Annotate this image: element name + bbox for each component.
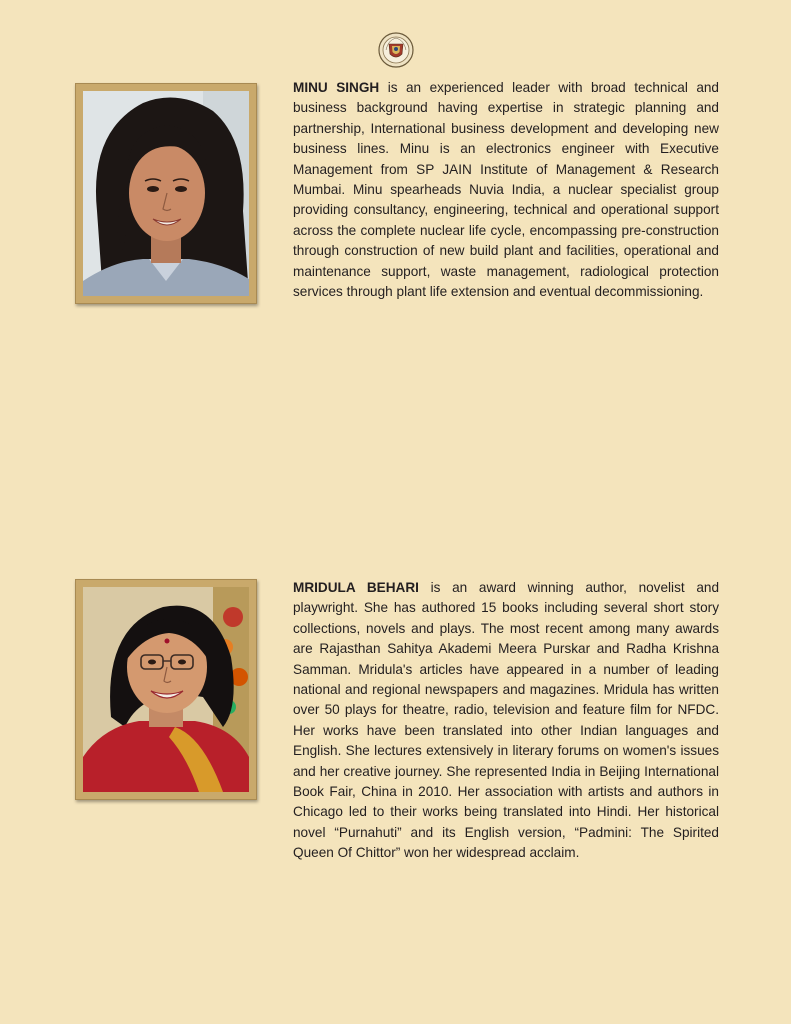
bio-name-mridula-behari: MRIDULA BEHARI (293, 580, 419, 595)
bio-text-minu-singh: is an experienced leader with broad technical and business background having expertise in strategic planning and partnership, International business development and developing new business lines. Minu is an electronics engineer with Executive Management from SP JAIN Institute of Management & Research Mumbai. Minu spearheads Nuvia India, a nuclear specialist group providing consultancy, engineering, technical and operational support across the complete nuclear life cycle, encompassing pre-construction through construction of new build plant and facilities, operational and maintenance support, waste management, radiological protection services through plant life extension and eventual decommissioning. (293, 80, 719, 300)
profile-photo-mridula-behari (75, 579, 257, 800)
portrait-image (83, 91, 249, 296)
bio-mridula-behari (293, 578, 719, 864)
profile-photo-minu-singh (75, 83, 257, 304)
bio-name-minu-singh: MINU SINGH (293, 80, 380, 95)
bio-text-mridula-behari: is an award winning author, novelist and playwright. She has authored 15 books including several short story collections, novels and plays. The most recent among many awards are Rajasthan Sahitya Akademi Meera Purskar and Radha Krishna Samman. Mridula's articles have appeared in a number of leading national and regional newspapers and magazines. Mridula has written over 50 plays for theatre, radio, television and feature film for NFDC. Her works have been translated into other Indian languages and English. She lectures extensively in literary forums on women's issues and her creative journey. She represented India in Beijing International Book Fair, China in 2010. Her association with artists and authors in Chicago led to their works being translated into Hindi. Her historical novel “Purnahuti” and its English version, “Padmini: The Spirited Queen Of Chittor” won her widespread acclaim. (293, 580, 719, 861)
bio-minu-singh (293, 78, 719, 302)
crest-emblem-icon (378, 32, 414, 68)
portrait-image (83, 587, 249, 792)
